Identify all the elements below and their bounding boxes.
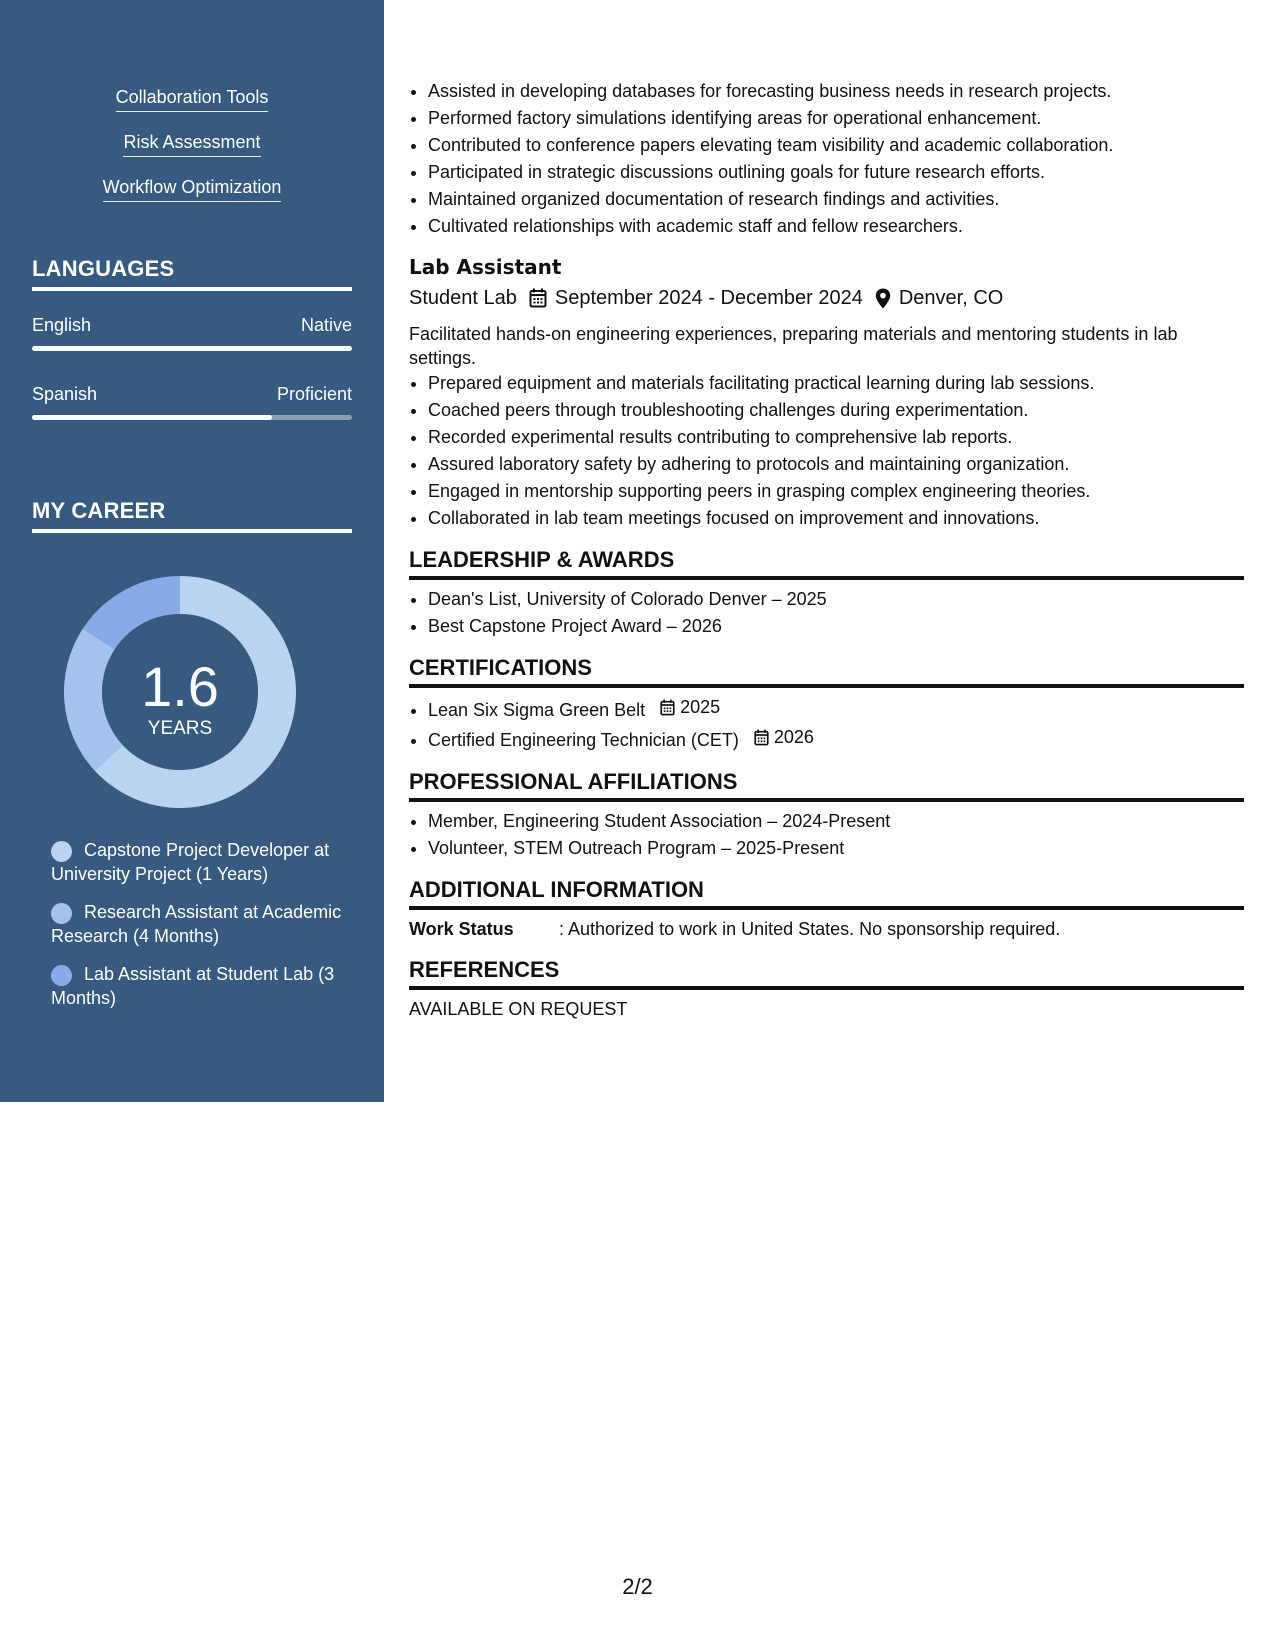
list-item: • Maintained organized documentation of research findings and activities. [428,186,1244,213]
list-item: • Engaged in mentorship supporting peers in grasping complex engineering theories. [428,478,1244,505]
skills-list [0,86,384,221]
main-content [409,78,1244,1022]
language-level: Native [300,315,352,335]
work-status-row [409,916,1244,942]
skill-link[interactable]: Workflow Optimization [103,176,282,202]
career-item-label: Research Assistant at Academic Research (4 Months) [51,902,342,946]
list-item: • Dean's List, University of Colorado Denver – 2025 [428,586,1244,613]
job-description: Facilitated hands-on engineering experiences, preparing materials and mentoring students in lab settings. [409,324,1178,368]
certification-date [660,694,720,721]
career-item [51,900,351,948]
job-bullets [409,370,1244,532]
certifications-list [409,694,1244,754]
list-item: • Cultivated relationships with academic staff and fellow researchers. [428,213,1244,240]
work-status-label: Work Status [409,919,514,939]
list-item: • Best Capstone Project Award – 2026 [428,613,1244,640]
prev-job-bullets [409,78,1244,240]
affiliations-list [409,808,1244,862]
languages-heading: LANGUAGES [32,256,352,291]
career-item [51,962,351,1010]
references-heading: REFERENCES [409,956,1244,990]
list-item: • Prepared equipment and materials facilitating practical learning during lab sessions. [428,370,1244,397]
language-name: Spanish [32,384,98,404]
additional-info-heading: ADDITIONAL INFORMATION [409,876,1244,910]
page-number: 2/2 [622,1574,653,1599]
calendar-icon [660,699,675,716]
references-text: AVAILABLE ON REQUEST [409,999,628,1019]
career-dot-icon [51,965,72,986]
career-dot-icon [51,903,72,924]
language-bar-fill [32,415,272,420]
job-location: Denver, CO [898,287,1004,309]
skill-link[interactable]: Collaboration Tools [116,86,269,112]
job-meta [409,282,1244,314]
calendar-icon [529,288,547,308]
work-status-value: : Authorized to work in United States. No sponsorship required. [559,919,1061,939]
career-item [51,838,351,886]
job-dates: September 2024 - December 2024 [554,287,863,309]
career-item-label: Capstone Project Developer at University Project (1 Years) [51,840,330,884]
list-item: • Coached peers through troubleshooting challenges during experimentation. [428,397,1244,424]
list-item: • Contributed to conference papers elevating team visibility and academic collaboration. [428,132,1244,159]
affiliations-heading: PROFESSIONAL AFFILIATIONS [409,768,1244,802]
job-company: Student Lab [409,287,517,309]
career-legend [51,838,351,1024]
career-total-value: 1.6 [141,655,219,718]
calendar-icon [754,729,769,746]
list-item: • Collaborated in lab team meetings focused on improvement and innovations. [428,505,1244,532]
language-bar-fill [32,346,352,351]
certifications-heading: CERTIFICATIONS [409,654,1244,688]
career-item-label: Lab Assistant at Student Lab (3 Months) [51,964,335,1008]
career-heading: MY CAREER [32,498,352,533]
skill-link[interactable]: Risk Assessment [123,131,260,157]
list-item [428,694,1244,724]
sidebar [0,0,384,1102]
career-dot-icon [51,841,72,862]
list-item: • Performed factory simulations identifying areas for operational enhancement. [428,105,1244,132]
certification-year: 2025 [680,697,721,717]
leadership-list [409,586,1244,640]
location-pin-icon [875,288,891,309]
language-bar [32,346,352,351]
language-level: Proficient [276,384,352,404]
leadership-heading: LEADERSHIP & AWARDS [409,546,1244,580]
language-bar [32,415,352,420]
certification-year: 2026 [773,727,814,747]
certification-date [754,724,814,751]
list-item: • Member, Engineering Student Association – 2024-Present [428,808,1244,835]
job-title: Lab Assistant [409,255,562,279]
certification-name: Lean Six Sigma Green Belt [428,700,646,720]
career-donut-chart [64,576,296,808]
language-name: English [32,315,92,335]
certification-name: Certified Engineering Technician (CET) [428,730,739,750]
list-item: • Participated in strategic discussions outlining goals for future research efforts. [428,159,1244,186]
list-item: • Volunteer, STEM Outreach Program – 2025-Present [428,835,1244,862]
list-item: • Assisted in developing databases for forecasting business needs in research projects. [428,78,1244,105]
career-total-unit: YEARS [147,718,213,739]
list-item: • Assured laboratory safety by adhering to protocols and maintaining organization. [428,451,1244,478]
list-item [428,724,1244,754]
list-item: • Recorded experimental results contributing to comprehensive lab reports. [428,424,1244,451]
